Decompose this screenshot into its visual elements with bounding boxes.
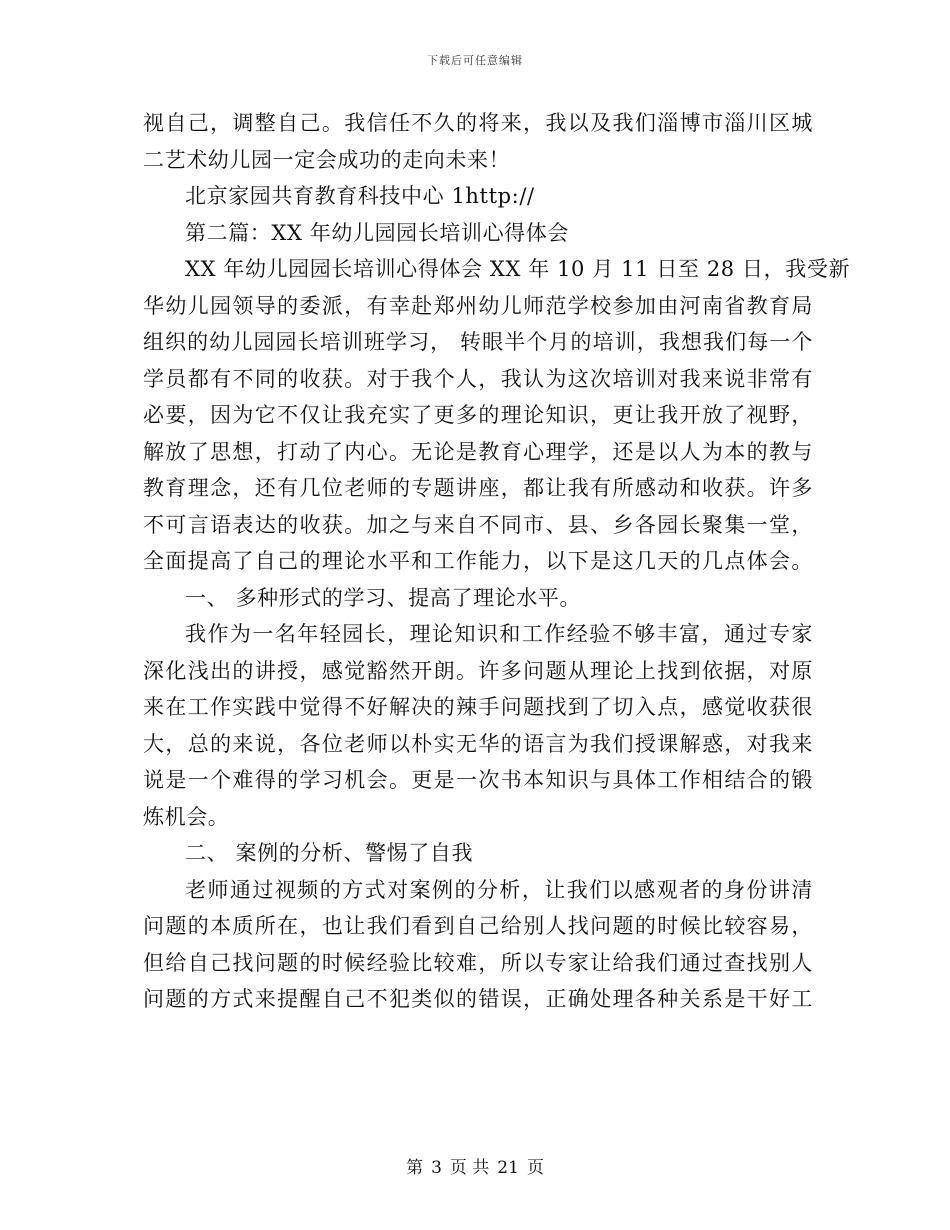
text-line: 深化浅出的讲授，感觉豁然开朗。许多问题从理论上找到依据，对原 [143, 658, 813, 683]
text-line: 北京家园共育教育科技中心 1http:// [185, 184, 535, 208]
text-line: 说是一个难得的学习机会。更是一次书本知识与具体工作相结合的锻 [143, 768, 813, 792]
text-line: 问题的方式来提醒自己不犯类似的错误，正确处理各种关系是干好工 [143, 987, 813, 1011]
page-footer [0, 1153, 950, 1178]
text-line: 一、 多种形式的学习、提高了理论水平。 [185, 585, 582, 610]
text-line: 不可言语表达的收获。加之与来自不同市、县、乡各园长聚集一堂， [143, 512, 813, 537]
text-line: 教育理念，还有几位老师的专题讲座，都让我有所感动和收获。许多 [143, 476, 813, 500]
text-line: 老师通过视频的方式对案例的分析，让我们以感观者的身份讲清 [185, 877, 813, 902]
text-line: 二艺术幼儿园一定会成功的走向未来！ [143, 147, 511, 172]
footer-suffix: 页 [526, 1158, 544, 1178]
text-line: 问题的本质所在，也让我们看到自己给别人找问题的时候比较容易， [143, 914, 813, 938]
document-body [143, 105, 851, 1018]
text-line: 大，总的来说，各位老师以朴实无华的语言为我们授课解惑，对我来 [143, 731, 813, 756]
text-line: 炼机会。 [143, 804, 230, 829]
footer-prefix: 第 [406, 1158, 424, 1178]
text-line: 组织的幼儿园园长培训班学习， 转眼半个月的培训，我想我们每一个 [143, 330, 813, 354]
footer-current-page: 3 [431, 1158, 442, 1178]
text-line: 必要，因为它不仅让我充实了更多的理论知识，更让我开放了视野， [143, 403, 813, 427]
text-line: 全面提高了自己的理论水平和工作能力，以下是这几天的几点体会。 [143, 549, 813, 573]
text-line: 二、 案例的分析、警惕了自我 [185, 841, 474, 865]
text-line: 第二篇：XX 年幼儿园园长培训心得体会 [185, 220, 569, 245]
text-line: 我作为一名年轻园长，理论知识和工作经验不够丰富，通过专家 [185, 622, 813, 646]
text-line: 视自己，调整自己。我信任不久的将来，我以及我们淄博市淄川区城 [143, 111, 813, 135]
text-line: XX 年幼儿园园长培训心得体会 XX 年 10 月 11 日至 28 日，我受新 [185, 257, 851, 281]
text-line: 学员都有不同的收获。对于我个人，我认为这次培训对我来说非常有 [143, 366, 813, 391]
page-header: 下载后可任意编辑 [427, 54, 523, 67]
footer-total-pages: 21 [497, 1158, 519, 1178]
text-line: 来在工作实践中觉得不好解决的辣手问题找到了切入点，感觉收获很 [143, 695, 813, 719]
text-line: 但给自己找问题的时候经验比较难，所以专家让给我们通过查找别人 [143, 950, 813, 975]
text-line: 解放了思想，打动了内心。无论是教育心理学，还是以人为本的教与 [143, 439, 813, 464]
text-line: 华幼儿园领导的委派，有幸赴郑州幼儿师范学校参加由河南省教育局 [143, 293, 813, 318]
footer-middle: 页 共 [449, 1158, 490, 1178]
